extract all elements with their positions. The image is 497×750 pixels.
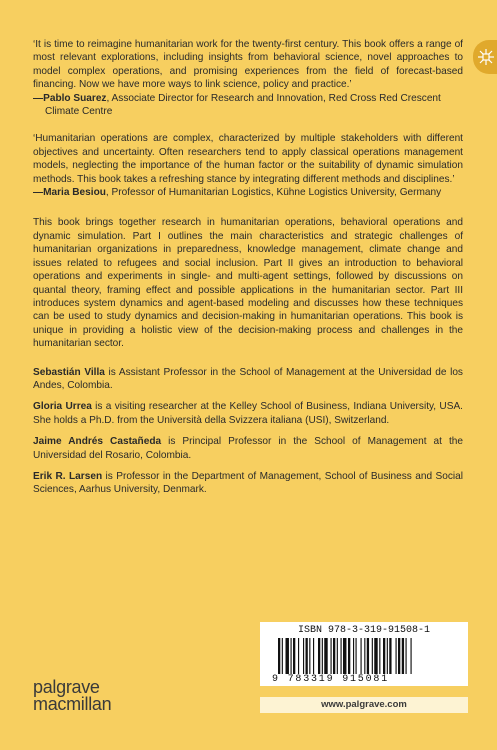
quote-2-name: —Maria Besiou — [33, 187, 106, 199]
barcode-bar — [286, 638, 289, 674]
author-bio-text: is Principal Professor in the School of Management at the Universidad del Rosario, Colombia. — [33, 436, 463, 461]
barcode-bar — [379, 638, 380, 674]
barcode-bar — [372, 638, 373, 674]
barcode-bar — [402, 638, 404, 674]
author-bio-text: is a visiting researcher at the Kelley School of Business, Indiana University, USA. She holds a Ph.D. from the Università della Svizzera italiana (USI), Switzerland. — [33, 401, 463, 426]
barcode-graphic — [278, 638, 454, 676]
barcode-bar — [298, 638, 299, 674]
barcode-bar — [341, 638, 342, 674]
barcode-bar — [324, 638, 327, 674]
barcode-bar — [309, 638, 310, 674]
barcode-bar — [411, 638, 412, 674]
quote-1-text: ‘It is time to reimagine humanitarian work for the twenty-first century. This book offers a range of most relevant explorations, including insights from behavioral science, novel approaches to model complex operations, and promising experiences from the field of forecast-based financing. Now we have more ways to link science, policy and practice.’ — [33, 39, 463, 91]
quote-2-attribution — [33, 186, 463, 199]
quote-2-text: ‘Humanitarian operations are complex, characterized by multiple stakeholders with different objectives and uncertainty. Often researchers tend to apply classical operations management models, neglecting the importance of the human factor or the suitability of dynamic simulation methods. This book takes a refreshing stance by integrating different methods and disciplines.’ — [33, 133, 463, 185]
quote-2-role: , Professor of Humanitarian Logistics, Kühne Logistics University, Germany — [105, 187, 442, 199]
barcode-bar — [343, 638, 346, 674]
barcode-bar — [374, 638, 377, 674]
barcode-bar — [331, 638, 332, 674]
barcode-bar — [293, 638, 295, 674]
barcode-bar — [353, 638, 354, 674]
barcode-bar — [348, 638, 350, 674]
quote-2 — [33, 132, 463, 199]
author-bio — [33, 435, 463, 462]
quote-1-role: , Associate Director for Research and Innovation, Red Cross Red Crescent Climate Centre — [45, 92, 441, 118]
barcode-bar — [313, 638, 314, 674]
quote-1-name: —Pablo Suarez — [33, 92, 107, 104]
barcode-bar — [396, 638, 397, 674]
barcode-bar — [318, 638, 320, 674]
publisher-line-2: macmillan — [33, 694, 112, 714]
barcode-bar — [389, 638, 391, 674]
network-nodes-icon — [477, 48, 495, 66]
author-bio-text: is Professor in the Department of Management, School of Business and Social Sciences, Aarhus University, Denmark. — [33, 470, 463, 496]
barcode-bar — [278, 638, 280, 674]
barcode-bar — [364, 638, 365, 674]
author-name: Jaime Andrés Castañeda — [33, 436, 162, 448]
author-name: Sebastián Villa — [33, 366, 105, 378]
book-description: This book brings together research in humanitarian operations, behavioral operations and dynamic simulation. Part I outlines the main characteristics and strategic challenges of humanitarian organizations in preparedness, knowledge management, climate change and issues related to refugees and social inclusion. Part II gives an introduction to behavioral operations and experiments in single- and multi-agent settings, followed by discussions on quantal theory, framing effect and possible applications in the humanitarian sector. Part III introduces system dynamics and agent-based modeling and discusses how these techniques can be used to study dynamics and decision-making in humanitarian operations. This book is unique in providing a holistic view of the decision-making process and challenges in the humanitarian sector. — [33, 217, 463, 350]
barcode-digits: 9 783319 915081 — [272, 674, 390, 685]
barcode-bar — [322, 638, 323, 674]
author-name: Gloria Urrea — [33, 401, 92, 413]
text-column — [33, 38, 463, 505]
author-bios — [33, 366, 463, 497]
barcode-bar — [306, 638, 308, 674]
barcode-bar — [333, 638, 335, 674]
isbn-label: ISBN 978-3-319-91508-1 — [297, 625, 431, 636]
publisher-logo — [33, 679, 111, 713]
publisher-url[interactable]: www.palgrave.com — [260, 697, 468, 713]
barcode-bar — [387, 638, 388, 674]
author-bio-text: is Assistant Professor in the School of Management at the Universidad de los Andes, Colombia. — [33, 366, 463, 391]
barcode-bar — [383, 638, 385, 674]
isbn-barcode-box — [260, 622, 468, 686]
barcode-bar — [406, 638, 407, 674]
barcode-bar — [291, 638, 292, 674]
barcode-bar — [337, 638, 338, 674]
quote-1-attribution — [33, 92, 463, 119]
barcode-bar — [356, 638, 357, 674]
barcode-bar — [303, 638, 304, 674]
barcode-bar — [367, 638, 369, 674]
author-name: Erik R. Larsen — [33, 470, 103, 482]
author-bio — [33, 470, 463, 497]
corner-badge — [473, 40, 497, 74]
barcode-bar — [282, 638, 283, 674]
author-bio — [33, 366, 463, 393]
barcode-bar — [361, 638, 362, 674]
barcode-bar — [398, 638, 400, 674]
author-bio — [33, 400, 463, 427]
publisher-line-1: palgrave — [33, 677, 100, 697]
